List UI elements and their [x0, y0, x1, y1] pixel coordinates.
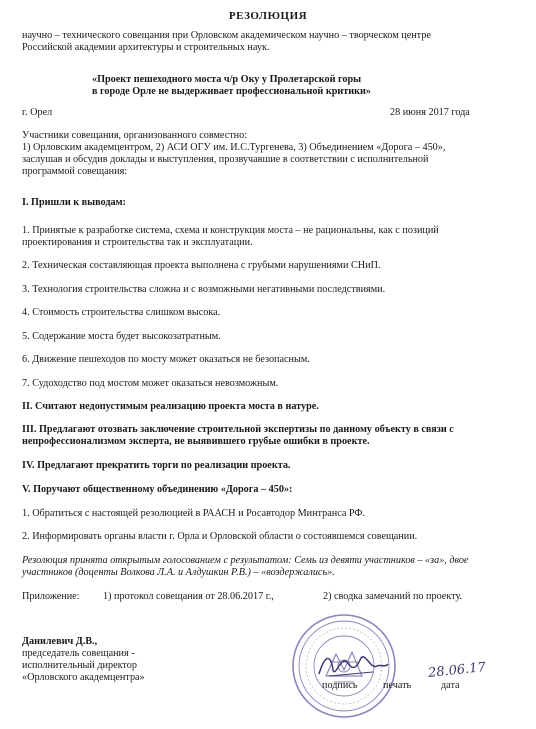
conclusion-7: 7. Судоходство под мостом может оказаться невозможным.	[22, 378, 279, 389]
signature-icon	[315, 648, 390, 682]
document-title: РЕЗОЛЮЦИЯ	[228, 10, 308, 22]
conclusion-3: 3. Технология строительства сложна и с возможными негативными последствиями.	[22, 284, 386, 295]
conclusion-4: 4. Стоимость строительства слишком высока.	[22, 307, 221, 318]
intro-line-2: Российской академии архитектуры и строительных наук.	[22, 42, 270, 53]
signatory-role-1: председатель совещания -	[22, 648, 135, 659]
intro-line-1: научно – технического совещания при Орловском академическом научно – творческом центре	[22, 30, 431, 41]
participants-line-2: 1) Орловским академцентром, 2) АСИ ОГУ им. И.С.Тургенева, 3) Объединением «Дорога – 450»,	[22, 142, 446, 153]
section-3-line-2: непрофессионализмом эксперта, не выявившего грубые ошибки в проекте.	[22, 436, 370, 447]
place: г. Орел	[22, 107, 53, 118]
task-1: 1. Обратиться с настоящей резолюцией в РААСН и Росавтодор Минтранса РФ.	[22, 508, 365, 519]
conclusion-6: 6. Движение пешеходов по мосту может оказаться не безопасным.	[22, 354, 310, 365]
section-2: II. Считают недопустимым реализацию проекта моста в натуре.	[22, 401, 319, 412]
appendix-label: Приложение:	[22, 591, 80, 602]
signature-label: подпись	[322, 680, 358, 691]
vote-line-1: Резолюция принята открытым голосованием с результатом: Семь из девяти участников – «за», двое	[22, 555, 469, 566]
participants-line-3: заслушав и обсудив доклады и выступления, прозвучавшие в соответствии с исполнительной	[22, 154, 429, 165]
signatory-role-2: исполнительный директор	[22, 660, 137, 671]
section-1-heading: I. Пришли к выводам:	[22, 197, 126, 208]
date-label: дата	[441, 680, 460, 691]
section-5-heading: V. Поручают общественному объединению «Дорога – 450»:	[22, 484, 293, 495]
task-2: 2. Информировать органы власти г. Орла и Орловской области о состоявшемся совещании.	[22, 531, 418, 542]
appendix-item-2: 2) сводка замечаний по проекту.	[323, 591, 463, 602]
conclusion-1-line-1: 1. Принятые к разработке система, схема и конструкция моста – не рациональны, как с позиций	[22, 225, 439, 236]
document-date: 28 июня 2017 года	[390, 107, 470, 118]
signatory-org: «Орловского академцентра»	[22, 672, 145, 683]
subject-line-1: «Проект пешеходного моста ч/р Оку у Пролетарской горы	[92, 74, 362, 85]
conclusion-2: 2. Техническая составляющая проекта выполнена с грубыми нарушениями СНиП.	[22, 260, 381, 271]
signatory-name: Данилевич Д.В.,	[22, 636, 98, 647]
section-3-line-1: III. Предлагают отозвать заключение строительной экспертизы по данному объекту в связи с	[22, 424, 454, 435]
participants-line-1: Участники совещания, организованного совместно:	[22, 130, 248, 141]
conclusion-1-line-2: проектирования и строительства так и эксплуатации.	[22, 237, 253, 248]
subject-line-2: в городе Орле не выдерживает профессиональной критики»	[92, 86, 371, 97]
handwritten-date: 28.06.17	[427, 660, 487, 681]
vote-line-2: участников (доценты Волкова Л.А. и Алдушкин Р.В.) – «воздержались».	[22, 567, 335, 578]
stamp-label: печать	[383, 680, 412, 691]
participants-line-4: программой совещания:	[22, 166, 128, 177]
section-4: IV. Предлагают прекратить торги по реализации проекта.	[22, 460, 291, 471]
appendix-item-1: 1) протокол совещания от 28.06.2017 г.,	[103, 591, 274, 602]
conclusion-5: 5. Содержание моста будет высокозатратным.	[22, 331, 221, 342]
